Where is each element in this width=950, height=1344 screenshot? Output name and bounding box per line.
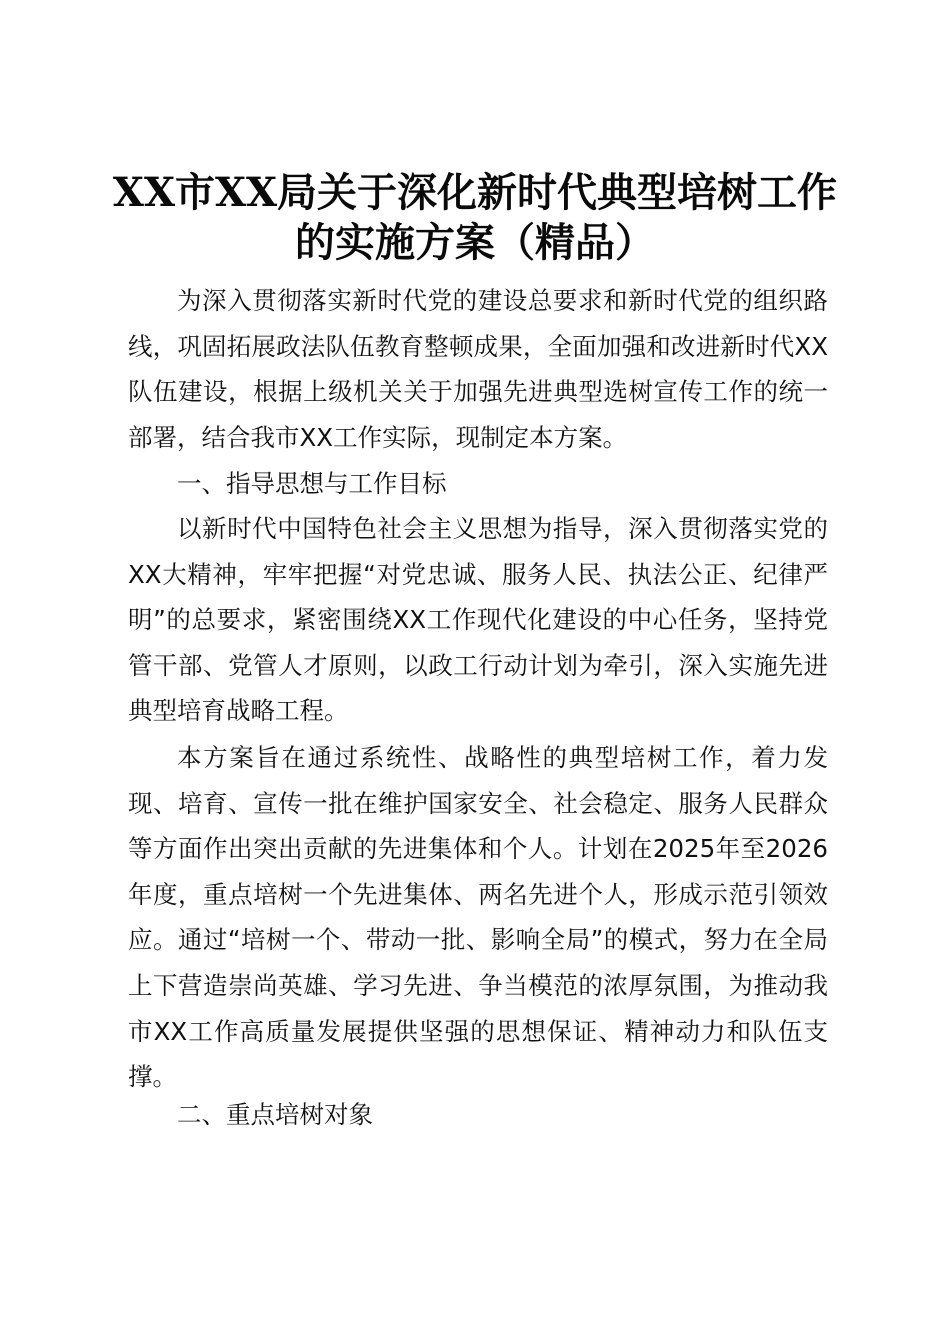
section-heading-1: 一、指导思想与工作目标 <box>177 469 447 498</box>
document-title: XX市XX局关于深化新时代典型培树工作的实施方案（精品） <box>112 169 838 266</box>
guiding-thought-paragraph: 以新时代中国特色社会主义思想为指导，深入贯彻落实党的XX大精神，牢牢把握“对党忠诚、服务人民、执法公正、纪律严明”的总要求，紧密围绕XX工作现代化建设的中心任务，坚持党管干部、党管人才原则，以政工行动计划为牵引，深入实施先进典型培育战略工程。 <box>128 514 828 726</box>
section-heading-2: 二、重点培树对象 <box>177 1100 373 1129</box>
intro-paragraph: 为深入贯彻落实新时代党的建设总要求和新时代党的组织路线，巩固拓展政法队伍教育整顿成果，全面加强和改进新时代XX队伍建设，根据上级机关关于加强先进典型选树宣传工作的统一部署，结合我市XX工作实际，现制定本方案。 <box>128 286 828 452</box>
goal-paragraph: 本方案旨在通过系统性、战略性的典型培树工作，着力发现、培育、宣传一批在维护国家安全、社会稳定、服务人民群众等方面作出突出贡献的先进集体和个人。计划在2025年至2026年度，重点培树一个先进集体、两名先进个人，形成示范引领效应。通过“培树一个、带动一批、影响全局”的模式，努力在全局上下营造崇尚英雄、学习先进、争当模范的浓厚氛围，为推动我市XX工作高质量发展提供坚强的思想保证、精神动力和队伍支撑。 <box>128 743 828 1092</box>
